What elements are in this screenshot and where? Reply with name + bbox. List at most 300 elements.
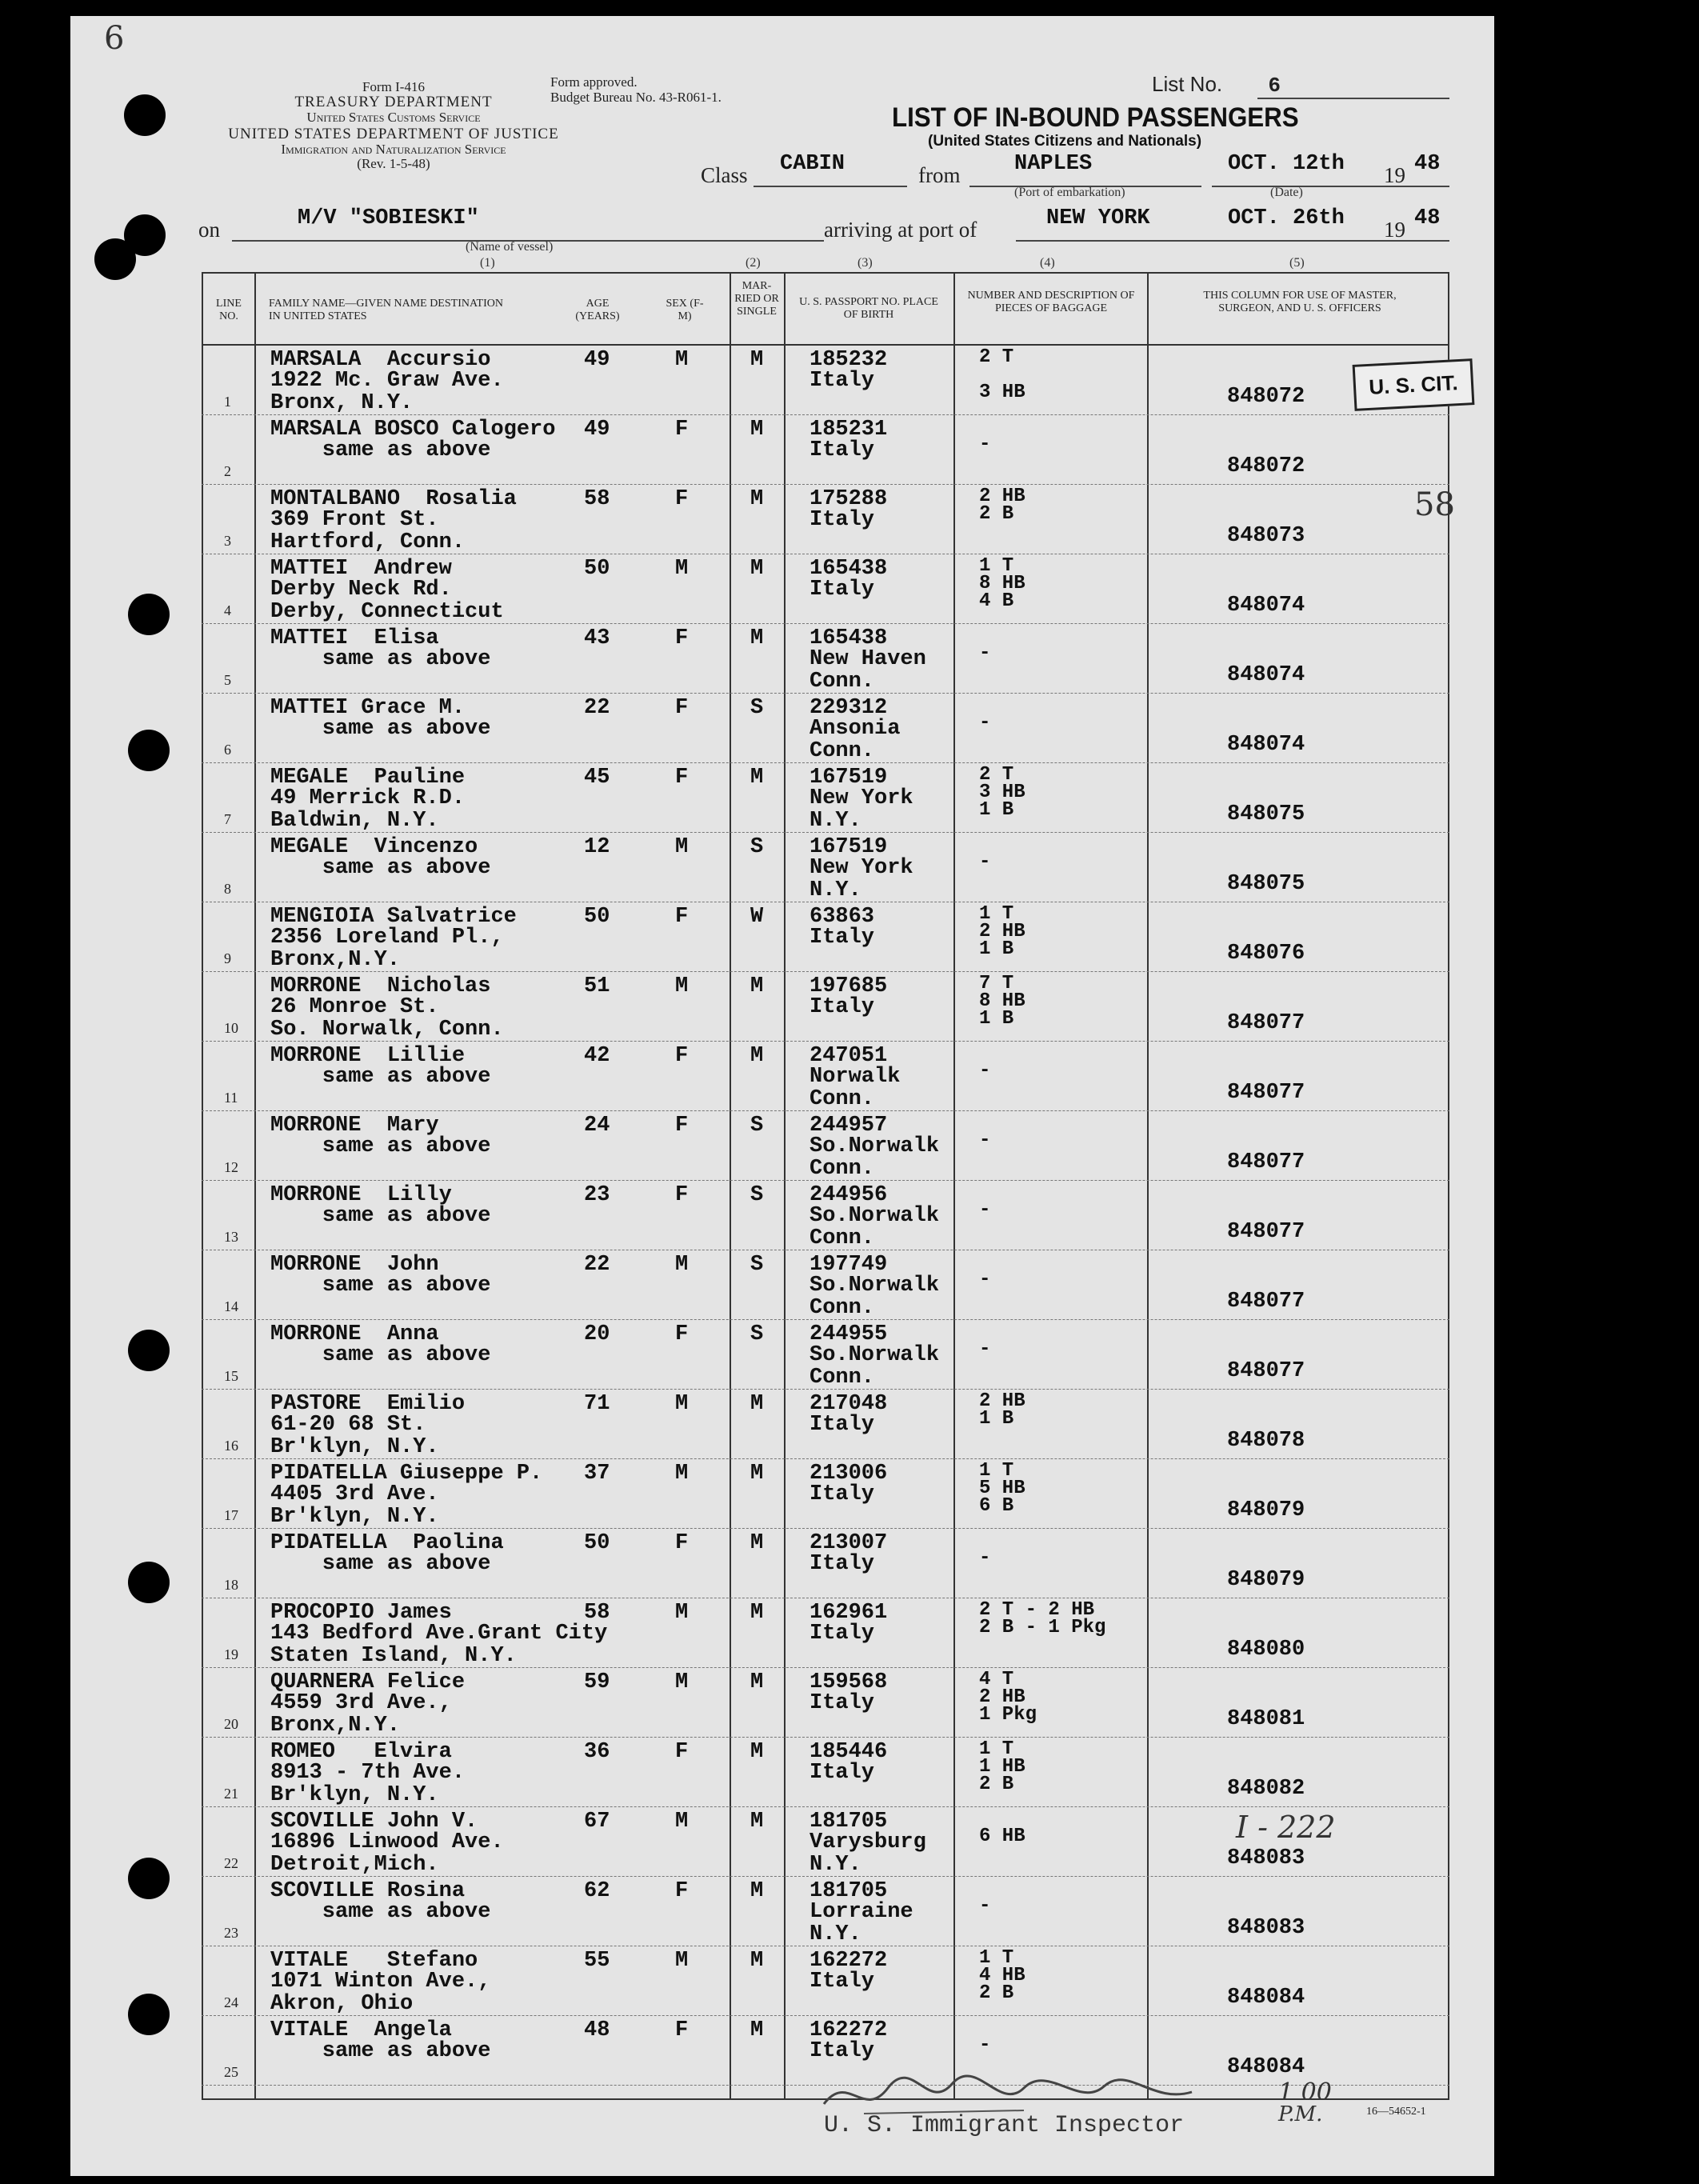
colnum-5: (5) <box>1289 256 1305 270</box>
passport-number: 181705 <box>810 1879 888 1903</box>
passenger-sex: M <box>675 557 689 581</box>
passenger-name: MORRONE John <box>270 1253 439 1277</box>
inspector-title: U. S. Immigrant Inspector <box>824 2112 1185 2139</box>
line-number: 7 <box>224 811 231 827</box>
passenger-age: 12 <box>584 835 610 859</box>
place-of-birth: Italy <box>810 1622 875 1646</box>
passenger-age: 23 <box>584 1183 610 1207</box>
officer-code: 848077 <box>1227 1011 1305 1035</box>
destination-address: 2356 Loreland Pl., Bronx,N.Y. <box>270 926 504 972</box>
passport-number: 197685 <box>810 974 888 998</box>
marital-status: S <box>750 696 764 720</box>
colnum-1: (1) <box>480 256 495 270</box>
time-number: 1 00 <box>1278 2078 1332 2106</box>
side-number-handwritten: 58 <box>1414 486 1455 523</box>
passenger-sex: M <box>675 1670 689 1694</box>
baggage: 1 T 4 HB 2 B <box>979 1947 1025 2004</box>
time-pm: P.M. <box>1278 2102 1323 2126</box>
ins-service: Immigration and Naturalization Service <box>281 141 506 157</box>
page-title: LIST OF IN-BOUND PASSENGERS <box>892 102 1299 133</box>
destination-address: 8913 - 7th Ave. Br'klyn, N.Y. <box>270 1761 466 1807</box>
passenger-name: PASTORE Emilio <box>270 1392 466 1416</box>
place-of-birth: Ansonia Conn. <box>810 717 901 763</box>
officer-code: 848083 <box>1227 1916 1305 1940</box>
marital-status: S <box>750 1114 764 1138</box>
destination-address: 4405 3rd Ave. Br'klyn, N.Y. <box>270 1482 439 1529</box>
place-of-birth: Italy <box>810 1761 875 1785</box>
place-of-birth: Italy <box>810 926 875 950</box>
baggage: - <box>979 642 991 664</box>
destination-address: 61-20 68 St. Br'klyn, N.Y. <box>270 1413 439 1459</box>
col-header-line: LINE NO. <box>216 298 242 323</box>
date1-underline <box>1212 186 1449 187</box>
destination-address: same as above <box>270 647 491 671</box>
passenger-name: MARSALA Accursio <box>270 348 491 372</box>
passenger-sex: F <box>675 1114 689 1138</box>
place-of-birth: So.Norwalk Conn. <box>810 1274 940 1320</box>
officer-code: 848074 <box>1227 663 1305 687</box>
baggage: 1 T 2 HB 1 B <box>979 903 1025 960</box>
treasury-department: TREASURY DEPARTMENT <box>294 93 493 110</box>
marital-status: M <box>750 1392 764 1416</box>
col-header-name: FAMILY NAME—GIVEN NAME DESTINATION IN UNITED STATES <box>269 298 503 323</box>
line-number: 24 <box>224 1994 238 2010</box>
passenger-sex: M <box>675 1462 689 1486</box>
baggage: 2 HB 1 B <box>979 1390 1025 1430</box>
passport-number: 167519 <box>810 835 888 859</box>
place-of-birth: New Haven Conn. <box>810 647 926 694</box>
officer-code: 848081 <box>1227 1707 1305 1731</box>
baggage: 4 T 2 HB 1 Pkg <box>979 1669 1037 1726</box>
destination-address: same as above <box>270 856 491 880</box>
passenger-sex: F <box>675 1740 689 1764</box>
passenger-name: MORRONE Nicholas <box>270 974 491 998</box>
table-row <box>202 485 1449 554</box>
col-header-sex: SEX (F-M) <box>666 298 704 323</box>
table-row <box>202 1946 1449 2016</box>
baggage: - <box>979 434 991 455</box>
justice-department: UNITED STATES DEPARTMENT OF JUSTICE <box>228 126 559 142</box>
marital-status: S <box>750 1253 764 1277</box>
marital-status: M <box>750 1740 764 1764</box>
marital-status: M <box>750 2018 764 2042</box>
passenger-age: 50 <box>584 557 610 581</box>
place-of-birth: Varysburg N.Y. <box>810 1830 926 1877</box>
destination-address: 369 Front St. Hartford, Conn. <box>270 508 466 554</box>
officer-code: 848075 <box>1227 872 1305 896</box>
table-row <box>202 415 1449 485</box>
justice-block <box>186 126 602 171</box>
passenger-age: 51 <box>584 974 610 998</box>
officer-code: 848077 <box>1227 1081 1305 1105</box>
place-of-birth: So.Norwalk Conn. <box>810 1204 940 1250</box>
passenger-sex: F <box>675 1183 689 1207</box>
passport-number: 244955 <box>810 1322 888 1346</box>
baggage: - <box>979 1060 991 1082</box>
passenger-age: 50 <box>584 905 610 929</box>
colnum-3: (3) <box>857 256 873 270</box>
list-no-underline <box>1257 98 1449 99</box>
passenger-sex: F <box>675 1531 689 1555</box>
baggage: - <box>979 1199 991 1221</box>
line-number: 9 <box>224 950 231 966</box>
baggage: 2 HB 2 B <box>979 486 1025 525</box>
table-row <box>202 1459 1449 1529</box>
marital-status: M <box>750 487 764 511</box>
passenger-sex: M <box>675 835 689 859</box>
passenger-age: 62 <box>584 1879 610 1903</box>
passenger-name: MATTEI Grace M. <box>270 696 466 720</box>
destination-address: 1922 Mc. Graw Ave. Bronx, N.Y. <box>270 369 504 415</box>
passenger-name: MONTALBANO Rosalia <box>270 487 517 511</box>
passport-number: 165438 <box>810 557 888 581</box>
line-number: 15 <box>224 1368 238 1384</box>
passport-number: 247051 <box>810 1044 888 1068</box>
passenger-age: 49 <box>584 348 610 372</box>
destination-address: same as above <box>270 1134 491 1158</box>
year2: 48 <box>1414 206 1441 230</box>
passenger-sex: M <box>675 1810 689 1834</box>
passenger-sex: M <box>675 1392 689 1416</box>
col-header-passport: U. S. PASSPORT NO. PLACE OF BIRTH <box>799 296 938 322</box>
passport-number: 229312 <box>810 696 888 720</box>
passenger-name: VITALE Angela <box>270 2018 452 2042</box>
passenger-age: 43 <box>584 626 610 650</box>
destination-address: same as above <box>270 1274 491 1298</box>
vessel-caption: (Name of vessel) <box>466 240 554 254</box>
destination-address: same as above <box>270 717 491 741</box>
class-underline <box>754 186 907 187</box>
officer-code: 848083 <box>1227 1846 1305 1870</box>
passenger-name: MATTEI Elisa <box>270 626 439 650</box>
table-row <box>202 1598 1449 1668</box>
destination-address: same as above <box>270 2039 491 2063</box>
officer-code: 848074 <box>1227 733 1305 757</box>
line-number: 21 <box>224 1786 238 1802</box>
officer-code: 848075 <box>1227 802 1305 826</box>
list-number <box>1152 72 1281 98</box>
arriving-label: arriving at port of <box>824 218 977 242</box>
baggage: - <box>979 1338 991 1360</box>
marital-status: M <box>750 1879 764 1903</box>
marital-status: M <box>750 418 764 442</box>
place-of-birth: Italy <box>810 1482 875 1506</box>
baggage: - <box>979 851 991 873</box>
officer-code: 848082 <box>1227 1777 1305 1801</box>
officer-code: 848076 <box>1227 942 1305 966</box>
class-label: Class <box>701 163 748 187</box>
officer-code: 848079 <box>1227 1568 1305 1592</box>
line-number: 14 <box>224 1298 238 1314</box>
passenger-age: 71 <box>584 1392 610 1416</box>
list-no-label: List No. <box>1152 72 1223 96</box>
place-of-birth: Lorraine N.Y. <box>810 1900 913 1946</box>
passport-number: 244957 <box>810 1114 888 1138</box>
us-citizen-stamp: U. S. CIT. <box>1353 358 1475 411</box>
passenger-name: MARSALA BOSCO Calogero <box>270 418 556 442</box>
passenger-sex: M <box>675 1253 689 1277</box>
line-number: 13 <box>224 1229 238 1245</box>
passenger-name: PIDATELLA Paolina <box>270 1531 504 1555</box>
baggage: 1 T 8 HB 4 B <box>979 555 1025 612</box>
table-row <box>202 554 1449 624</box>
baggage: 2 T 3 HB 1 B <box>979 764 1025 821</box>
line-number: 18 <box>224 1577 238 1593</box>
budget-bureau-number: Budget Bureau No. 43-R061-1. <box>550 89 722 105</box>
line-number: 11 <box>224 1090 238 1106</box>
passenger-name: MORRONE Anna <box>270 1322 439 1346</box>
passport-number: 159568 <box>810 1670 888 1694</box>
line-number: 5 <box>224 672 231 688</box>
passenger-name: MEGALE Pauline <box>270 766 466 790</box>
passenger-age: 36 <box>584 1740 610 1764</box>
passenger-age: 22 <box>584 1253 610 1277</box>
marital-status: M <box>750 557 764 581</box>
line-number: 1 <box>224 394 231 410</box>
baggage: 1 T 1 HB 2 B <box>979 1738 1025 1795</box>
arrival-underline <box>1016 240 1449 242</box>
passenger-name: MEGALE Vincenzo <box>270 835 478 859</box>
handwritten-note: I - 222 <box>1236 1810 1336 1845</box>
passenger-name: PIDATELLA Giuseppe P. <box>270 1462 543 1486</box>
table-row <box>202 1668 1449 1738</box>
place-of-birth: New York N.Y. <box>810 786 913 833</box>
passport-number: 162961 <box>810 1601 888 1625</box>
passenger-age: 20 <box>584 1322 610 1346</box>
place-of-birth: Italy <box>810 1552 875 1576</box>
officer-code: 848079 <box>1227 1498 1305 1522</box>
passenger-sex: F <box>675 487 689 511</box>
destination-address: 16896 Linwood Ave. Detroit,Mich. <box>270 1830 504 1877</box>
punch-hole <box>128 1994 170 2035</box>
passenger-sex: F <box>675 696 689 720</box>
punch-hole <box>128 730 170 771</box>
place-of-birth: So.Norwalk Conn. <box>810 1134 940 1181</box>
from-value: NAPLES <box>1014 152 1093 176</box>
place-of-birth: Italy <box>810 508 875 532</box>
officer-code: 848072 <box>1227 454 1305 478</box>
passenger-name: MORRONE Lilly <box>270 1183 452 1207</box>
punch-hole <box>124 94 166 136</box>
punch-hole <box>128 1330 170 1371</box>
revision: (Rev. 1-5-48) <box>357 155 430 171</box>
form-approval <box>550 75 722 105</box>
page-subtitle: (United States Citizens and Nationals) <box>928 133 1202 150</box>
passenger-age: 37 <box>584 1462 610 1486</box>
passenger-age: 58 <box>584 1601 610 1625</box>
passport-number: 162272 <box>810 1949 888 1973</box>
officer-code: 848077 <box>1227 1220 1305 1244</box>
place-of-birth: New York N.Y. <box>810 856 913 902</box>
officer-code: 848072 <box>1227 385 1305 409</box>
baggage: 1 T 5 HB 6 B <box>979 1460 1025 1517</box>
passenger-sex: F <box>675 1044 689 1068</box>
passenger-sex: F <box>675 2018 689 2042</box>
baggage: - <box>979 1547 991 1569</box>
officer-code: 848074 <box>1227 594 1305 618</box>
col-header-age: AGE (YEARS) <box>575 298 620 323</box>
destination-address: same as above <box>270 438 491 462</box>
passenger-name: PROCOPIO James <box>270 1601 452 1625</box>
table-row <box>202 1111 1449 1181</box>
departure-date: OCT. 12th <box>1228 152 1345 176</box>
port-caption: (Port of embarkation) <box>1014 186 1125 199</box>
passport-number: 185446 <box>810 1740 888 1764</box>
place-of-birth: Italy <box>810 1413 875 1437</box>
table-row <box>202 1181 1449 1250</box>
table-row <box>202 624 1449 694</box>
marital-status: M <box>750 626 764 650</box>
destination-address: same as above <box>270 1065 491 1089</box>
form-number: Form I-416 <box>362 79 425 94</box>
line-number: 17 <box>224 1507 238 1523</box>
passenger-name: MORRONE Lillie <box>270 1044 466 1068</box>
baggage: - <box>979 1269 991 1290</box>
passenger-sex: M <box>675 1949 689 1973</box>
marital-status: M <box>750 1531 764 1555</box>
baggage: 6 HB <box>979 1826 1025 1847</box>
passenger-age: 22 <box>584 696 610 720</box>
place-of-birth: Italy <box>810 1691 875 1715</box>
col-header-married: MAR-RIED OR SINGLE <box>734 280 779 318</box>
passport-number: 197749 <box>810 1253 888 1277</box>
marital-status: S <box>750 1183 764 1207</box>
table-row <box>202 346 1449 415</box>
year2-prefix: 19 <box>1384 218 1405 242</box>
officer-code: 848084 <box>1227 2055 1305 2079</box>
passenger-sex: M <box>675 348 689 372</box>
line-number: 8 <box>224 881 231 897</box>
col-header-baggage: NUMBER AND DESCRIPTION OF PIECES OF BAGGAGE <box>967 290 1135 315</box>
line-number: 12 <box>224 1159 238 1175</box>
passenger-name: MENGIOIA Salvatrice <box>270 905 517 929</box>
from-label: from <box>918 163 961 187</box>
year1-prefix: 19 <box>1384 163 1405 187</box>
officer-code: 848077 <box>1227 1290 1305 1314</box>
passport-number: 217048 <box>810 1392 888 1416</box>
table-row <box>202 1390 1449 1459</box>
marital-status: M <box>750 1949 764 1973</box>
col-header-officers: THIS COLUMN FOR USE OF MASTER, SURGEON, AND U. S. OFFICERS <box>1203 290 1397 315</box>
place-of-birth: Italy <box>810 1970 875 1994</box>
colnum-4: (4) <box>1040 256 1055 270</box>
table-row <box>202 694 1449 763</box>
passenger-sex: F <box>675 905 689 929</box>
baggage: - <box>979 1895 991 1917</box>
arrival-port: NEW YORK <box>1046 206 1150 230</box>
class-value: CABIN <box>780 152 846 176</box>
approved-text: Form approved. <box>550 74 638 90</box>
place-of-birth: Italy <box>810 995 875 1019</box>
line-number: 23 <box>224 1925 238 1941</box>
passenger-sex: F <box>675 1879 689 1903</box>
passport-number: 181705 <box>810 1810 888 1834</box>
line-number: 19 <box>224 1646 238 1662</box>
passport-number: 63863 <box>810 905 875 929</box>
place-of-birth: Norwalk Conn. <box>810 1065 901 1111</box>
list-no-value: 6 <box>1268 74 1281 98</box>
place-of-birth: Italy <box>810 369 875 393</box>
passport-number: 244956 <box>810 1183 888 1207</box>
baggage: - <box>979 712 991 734</box>
passenger-age: 42 <box>584 1044 610 1068</box>
line-number: 4 <box>224 602 231 618</box>
officer-code: 848078 <box>1227 1429 1305 1453</box>
passport-number: 162272 <box>810 2018 888 2042</box>
marital-status: W <box>750 905 764 929</box>
table-row <box>202 1042 1449 1111</box>
destination-address: 26 Monroe St. So. Norwalk, Conn. <box>270 995 504 1042</box>
officer-code: 848077 <box>1227 1150 1305 1174</box>
table-row <box>202 972 1449 1042</box>
officer-code: 848084 <box>1227 1986 1305 2010</box>
passport-number: 213006 <box>810 1462 888 1486</box>
officer-code: 848080 <box>1227 1638 1305 1662</box>
passenger-name: QUARNERA Felice <box>270 1670 466 1694</box>
passenger-sex: F <box>675 418 689 442</box>
line-number: 16 <box>224 1438 238 1454</box>
line-number: 20 <box>224 1716 238 1732</box>
line-number: 6 <box>224 742 231 758</box>
destination-address: 4559 3rd Ave., Bronx,N.Y. <box>270 1691 452 1738</box>
destination-address: 1071 Winton Ave., Akron, Ohio <box>270 1970 491 2016</box>
colnum-2: (2) <box>746 256 761 270</box>
passport-number: 165438 <box>810 626 888 650</box>
passenger-age: 48 <box>584 2018 610 2042</box>
destination-address: same as above <box>270 1204 491 1228</box>
on-label: on <box>198 218 220 242</box>
marital-status: M <box>750 1462 764 1486</box>
table-row <box>202 1529 1449 1598</box>
passenger-age: 24 <box>584 1114 610 1138</box>
table-row <box>202 1320 1449 1390</box>
marital-status: M <box>750 974 764 998</box>
baggage: 2 T 3 HB <box>979 346 1025 403</box>
officer-code: 848073 <box>1227 524 1305 548</box>
baggage: 2 T - 2 HB 2 B - 1 Pkg <box>979 1599 1106 1638</box>
marital-status: M <box>750 1670 764 1694</box>
date-caption: (Date) <box>1270 186 1303 199</box>
punch-hole <box>128 1562 170 1603</box>
passenger-age: 59 <box>584 1670 610 1694</box>
line-number: 2 <box>224 463 231 479</box>
passport-number: 213007 <box>810 1531 888 1555</box>
line-number: 3 <box>224 533 231 549</box>
baggage: - <box>979 2034 991 2056</box>
destination-address: 143 Bedford Ave.Grant City Staten Island, N.Y. <box>270 1622 608 1668</box>
destination-address: same as above <box>270 1343 491 1367</box>
passenger-age: 50 <box>584 1531 610 1555</box>
baggage: 7 T 8 HB 1 B <box>979 973 1025 1030</box>
punch-hole <box>128 1858 170 1899</box>
page-number-handwritten: 6 <box>104 20 125 57</box>
marital-status: M <box>750 766 764 790</box>
table-row <box>202 1877 1449 1946</box>
passenger-sex: F <box>675 1322 689 1346</box>
table-row <box>202 1738 1449 1807</box>
table-row <box>202 763 1449 833</box>
vessel-name: M/V "SOBIESKI" <box>298 206 479 230</box>
table-row <box>202 1250 1449 1320</box>
place-of-birth: Italy <box>810 578 875 602</box>
place-of-birth: Italy <box>810 2039 875 2063</box>
destination-address: same as above <box>270 1900 491 1924</box>
punch-hole <box>124 214 166 256</box>
marital-status: S <box>750 835 764 859</box>
marital-status: M <box>750 1044 764 1068</box>
table-row <box>202 833 1449 902</box>
destination-address: Derby Neck Rd. Derby, Connecticut <box>270 578 504 624</box>
